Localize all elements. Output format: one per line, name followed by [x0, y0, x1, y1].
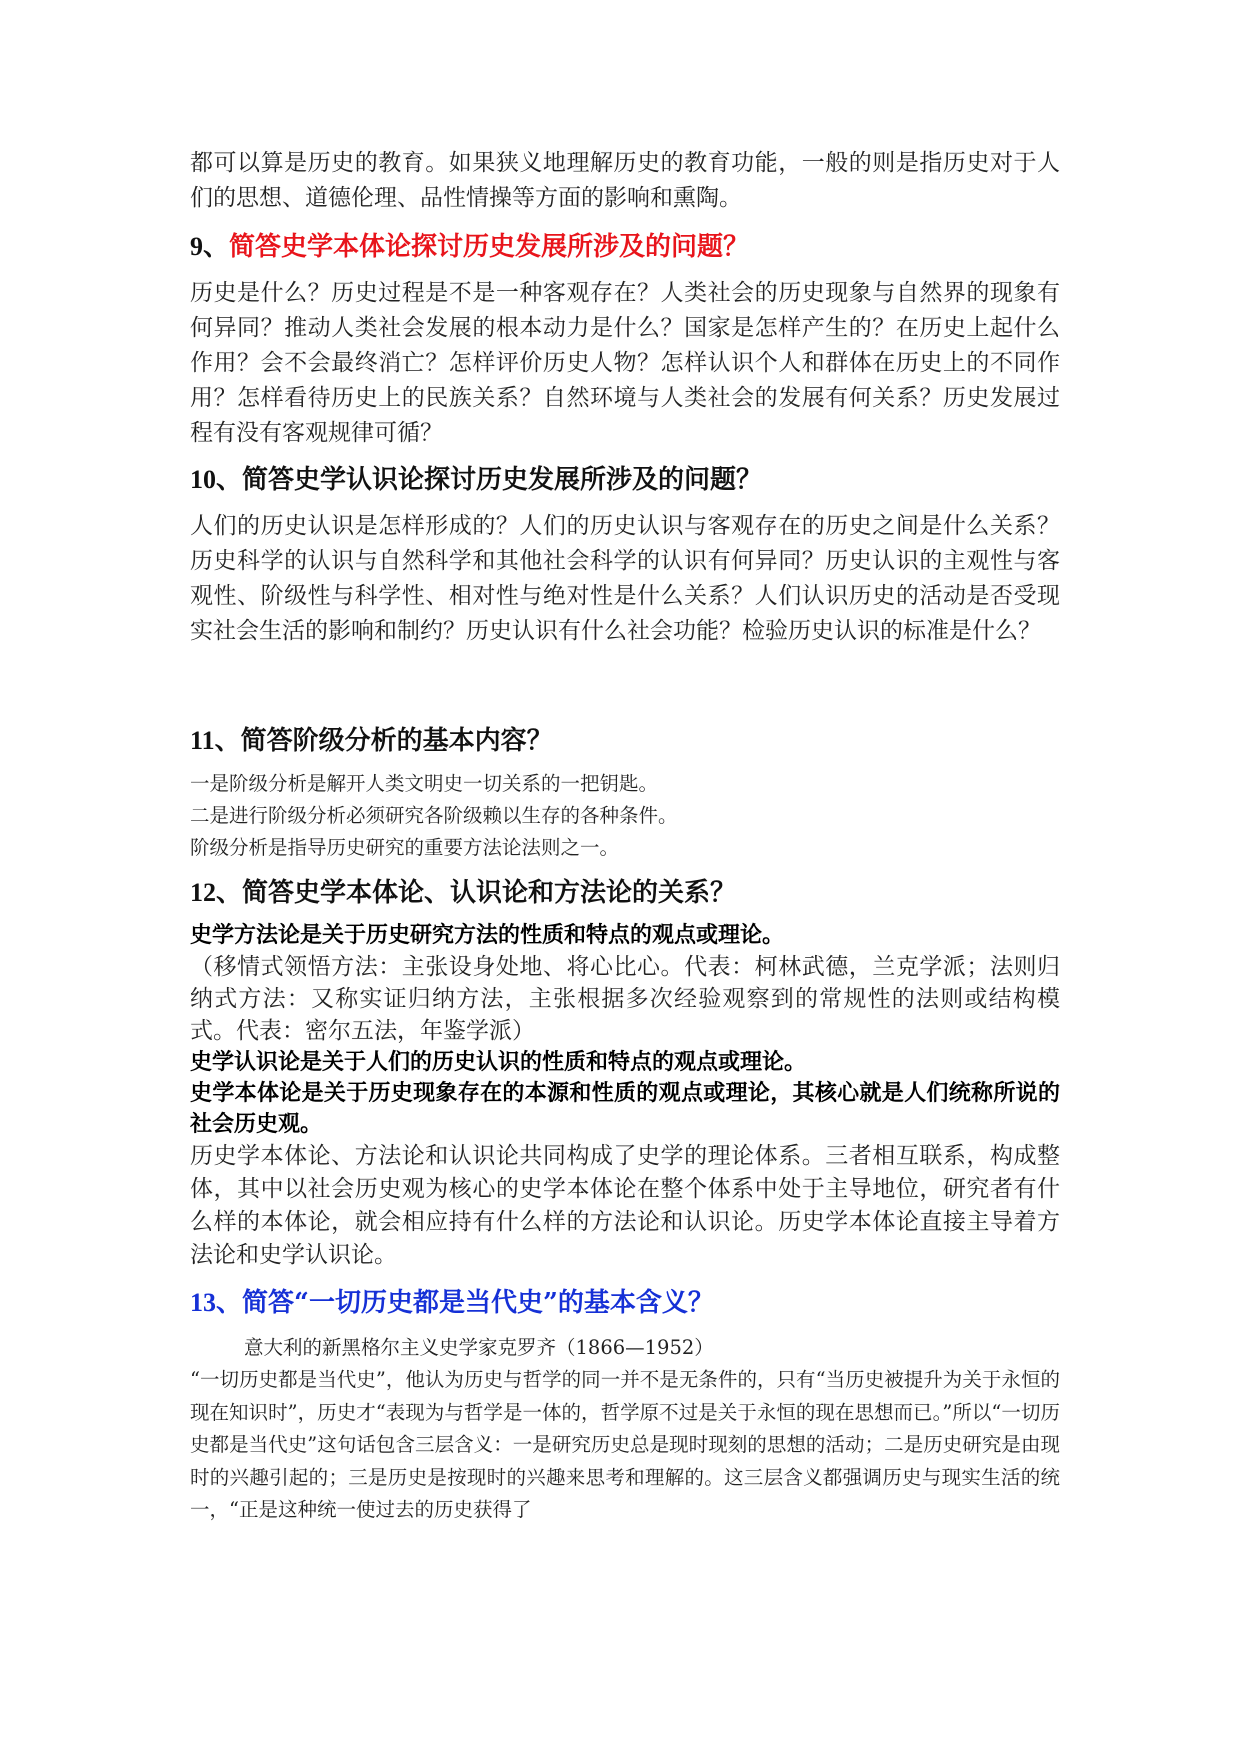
q10-number: 10、 — [190, 465, 243, 494]
q9-title: 简答史学本体论探讨历史发展所涉及的问题？ — [229, 232, 750, 262]
q9-heading — [190, 230, 1060, 264]
q11-title: 简答阶级分析的基本内容？ — [240, 726, 553, 756]
q11-line-1: 一是阶级分析是解开人类文明史一切关系的一把钥匙。 — [190, 772, 659, 795]
q11-heading — [190, 724, 1060, 758]
q12-number: 12、 — [190, 878, 243, 907]
q13-title: 简答“一切历史都是当代史”的基本含义？ — [242, 1288, 714, 1318]
q12-paren-note: （移情式领悟方法：主张设身处地、将心比心。代表：柯林武德，兰克学派；法则归纳式方法：又称实证归纳方法，主张根据多次经验观察到的常规性的法则或结构模式。代表：密尔五法，年鉴学派） — [190, 954, 1060, 1044]
q13-paragraph: “一切历史都是当代史”，他认为历史与哲学的同一并不是无条件的，只有“当历史被提升为关于永恒的现在知识时”，历史才“表现为与哲学是一体的，哲学原不过是关于永恒的现在思想而已。”所以“一切历史都是当代史”这句话包含三层含义：一是研究历史总是现时现刻的思想的活动；二是历史研究是由现时的兴趣引起的；三是历史是按现时的兴趣来思考和理解的。这三层含义都强调历史与现实生活的统一，“正是这种统一使过去的历史获得了 — [190, 1368, 1060, 1521]
q9-number: 9、 — [190, 232, 230, 261]
q12-heading — [190, 876, 1060, 910]
document-page — [190, 146, 1060, 1527]
q10-heading — [190, 463, 1060, 497]
q12-bold-ontology: 史学本体论是关于历史现象存在的本源和性质的观点或理论，其核心就是人们统称所说的社会历史观。 — [190, 1081, 1060, 1137]
q11-number: 11、 — [190, 726, 241, 755]
q12-bold-epistemology: 史学认识论是关于人们的历史认识的性质和特点的观点或理论。 — [190, 1050, 807, 1075]
q11-line-3: 阶级分析是指导历史研究的重要方法论法则之一。 — [190, 836, 620, 859]
q12-bold-methodology: 史学方法论是关于历史研究方法的性质和特点的观点或理论。 — [190, 923, 785, 948]
q12-answer: 历史学本体论、方法论和认识论共同构成了史学的理论体系。三者相互联系，构成整体，其中以社会历史观为核心的史学本体论在整个体系中处于主导地位，研究者有什么样的本体论，就会相应持有什么样的方法论和认识论。历史学本体论直接主导着方法论和史学认识论。 — [190, 1143, 1060, 1268]
q10-answer: 人们的历史认识是怎样形成的？人们的历史认识与客观存在的历史之间是什么关系？历史科学的认识与自然科学和其他社会科学的认识有何异同？历史认识的主观性与客观性、阶级性与科学性、相对性与绝对性是什么关系？人们认识历史的活动是否受现实社会生活的影响和制约？历史认识有什么社会功能？检验历史认识的标准是什么？ — [190, 513, 1060, 644]
q10-title: 简答史学认识论探讨历史发展所涉及的问题？ — [242, 465, 763, 495]
intro-paragraph: 都可以算是历史的教育。如果狭义地理解历史的教育功能，一般的则是指历史对于人们的思想、道德伦理、品性情操等方面的影响和熏陶。 — [190, 150, 1060, 211]
q12-title: 简答史学本体论、认识论和方法论的关系？ — [242, 878, 737, 908]
q13-line-1: 意大利的新黑格尔主义史学家克罗齐（1866—1952） — [244, 1336, 714, 1359]
q11-line-2: 二是进行阶级分析必须研究各阶级赖以生存的各种条件。 — [190, 804, 678, 827]
q13-number: 13、 — [190, 1288, 243, 1317]
q9-answer: 历史是什么？历史过程是不是一种客观存在？人类社会的历史现象与自然界的现象有何异同？推动人类社会发展的根本动力是什么？国家是怎样产生的？在历史上起什么作用？会不会最终消亡？怎样评价历史人物？怎样认识个人和群体在历史上的不同作用？怎样看待历史上的民族关系？自然环境与人类社会的发展有何关系？历史发展过程有没有客观规律可循？ — [190, 280, 1060, 446]
q13-heading — [190, 1286, 1060, 1320]
